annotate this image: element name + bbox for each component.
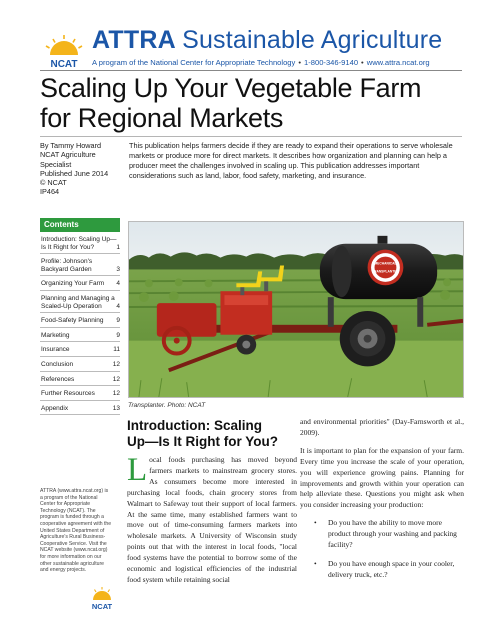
header-divider [40,70,462,71]
toc-item[interactable] [40,254,120,276]
toc-label: Conclusion [41,360,74,368]
toc-item[interactable] [40,342,120,357]
publish-date: Published June 2014 [40,168,109,178]
toc-page: 3 [116,265,120,273]
photo-caption: Transplanter. Photo: NCAT [128,402,206,409]
toc-page: 9 [116,331,120,339]
attra-sidenote: ATTRA (www.attra.ncat.org) is a program of the National Center for Appropriate Technology (NCAT). The program is funded through a cooperative agreement with the United States Department of Agriculture's Rural Business-Cooperative Service. Visit the NCAT website (www.ncat.org) for more information on our other sustainable agriculture and energy projects. [40,488,112,574]
tagline-text: A program of the National Center for Appropriate Technology [92,58,296,67]
phone-number: 1-800-346-9140 [304,58,359,67]
sun-icon [46,35,82,55]
publication-code: IP464 [40,187,60,197]
toc-page: 12 [112,375,120,383]
svg-text:NCAT: NCAT [91,602,113,611]
tagline: A program of the National Center for Appropriate Technology • 1-800-346-9140 • www.attra.ncat.org [92,58,430,67]
toc-page: 4 [116,302,120,310]
contents-heading: Contents [40,218,120,232]
page-title [40,73,470,133]
toc-label: Appendix [41,404,69,412]
ncat-logo [44,33,84,73]
section-heading-line-2: Up—Is It Right for You? [127,433,278,449]
toc-page: 1 [116,243,120,251]
brand-title [92,26,442,55]
toc-label: Marketing [41,331,70,339]
body-text-continued: and environmental priorities" (Day-Farnsworth et al., 2009). [300,417,464,437]
contents-box [40,218,120,415]
toc-item[interactable] [40,372,120,387]
svg-text:NCAT: NCAT [50,59,78,70]
tank-label-top: MECHANICAL [374,261,397,266]
ncat-footer-logo [88,586,116,612]
toc-label: Organizing Your Farm [41,280,105,288]
title-line-1: Scaling Up Your Vegetable Farm [40,73,422,103]
brand-subtitle: Sustainable Agriculture [182,26,443,54]
tank-label-bottom: TRANSPLANTER [372,269,399,274]
body-column-1 [127,452,297,586]
author-byline: By Tammy Howard [40,141,102,150]
abstract: This publication helps farmers decide if they are ready to expand their operations to serve wholesale markets or produce more for direct markets. It describes how organization and planning can help a producer meet the challenges involved in scaling up. This publication addresses important considerations such as land, labor, food safety, marketing, and insurance. [129,141,453,180]
toc-label: Further Resources [41,390,95,398]
section-heading [127,418,297,449]
toc-page: 11 [113,346,120,354]
website-link[interactable]: www.attra.ncat.org [366,58,430,67]
question-list [300,518,464,581]
sun-icon [93,587,111,600]
toc-label: References [41,375,75,383]
toc-label: Planning and Managing a Scaled-Up Operation [41,294,115,310]
toc-page: 13 [112,404,120,412]
toc-label: Food-Safety Planning [41,317,104,325]
toc-page: 12 [112,360,120,368]
body-text-1: ocal foods purchasing has moved beyond farmers markets to mainstream grocery stores. As consumers become more interested in purchasing local foods, chain grocery stores from Walmart to Safeway tout their support of local farmers. At the same time, many established farmers want to move out of time-consuming farmers markets into wholesale markets. A University of Wisconsin study points out that with the interest in local foods, "local food systems have the potential to borrow some of the economic and logistical efficiencies of the industrial food system while retaining social [127,455,297,584]
toc-item[interactable] [40,386,120,401]
toc-page: 4 [116,280,120,288]
toc-list [40,232,120,415]
toc-item[interactable] [40,291,120,313]
toc-item[interactable] [40,232,120,254]
title-divider [40,136,462,137]
toc-item[interactable] [40,401,120,416]
drop-cap: L [127,452,148,488]
toc-item[interactable] [40,276,120,291]
toc-label: Insurance [41,346,70,354]
brand-attra: ATTRA [92,26,175,54]
toc-item[interactable] [40,313,120,328]
section-heading-line-1: Introduction: Scaling [127,418,262,433]
title-line-2: for Regional Markets [40,103,284,133]
toc-label: Profile: Johnson's Backyard Garden [41,258,93,273]
toc-label: Introduction: Scaling Up—Is It Right for You? [41,236,117,251]
toc-page: 12 [112,390,120,398]
author-block [40,141,122,197]
question-item: • Do you have enough space in your cooler, delivery truck, etc.? [314,559,464,581]
toc-page: 9 [116,317,120,325]
author-affiliation-2: Specialist [40,159,72,169]
toc-item[interactable] [40,328,120,343]
transplanter-photo [128,221,464,398]
question-item: • Do you have the ability to move more product through your washing and packing facility? [314,518,464,551]
toc-item[interactable] [40,357,120,372]
copyright: © NCAT [40,178,67,188]
body-column-2 [300,417,464,589]
author-affiliation-1: NCAT Agriculture [40,150,96,160]
body-paragraph: It is important to plan for the expansion of your farm. Every time you increase the scale of your operation, you will experience growing pains. Planning for improvements and growth within your operation can help alleviate these. Questions you might ask when you consider increasing your production: [300,445,464,510]
